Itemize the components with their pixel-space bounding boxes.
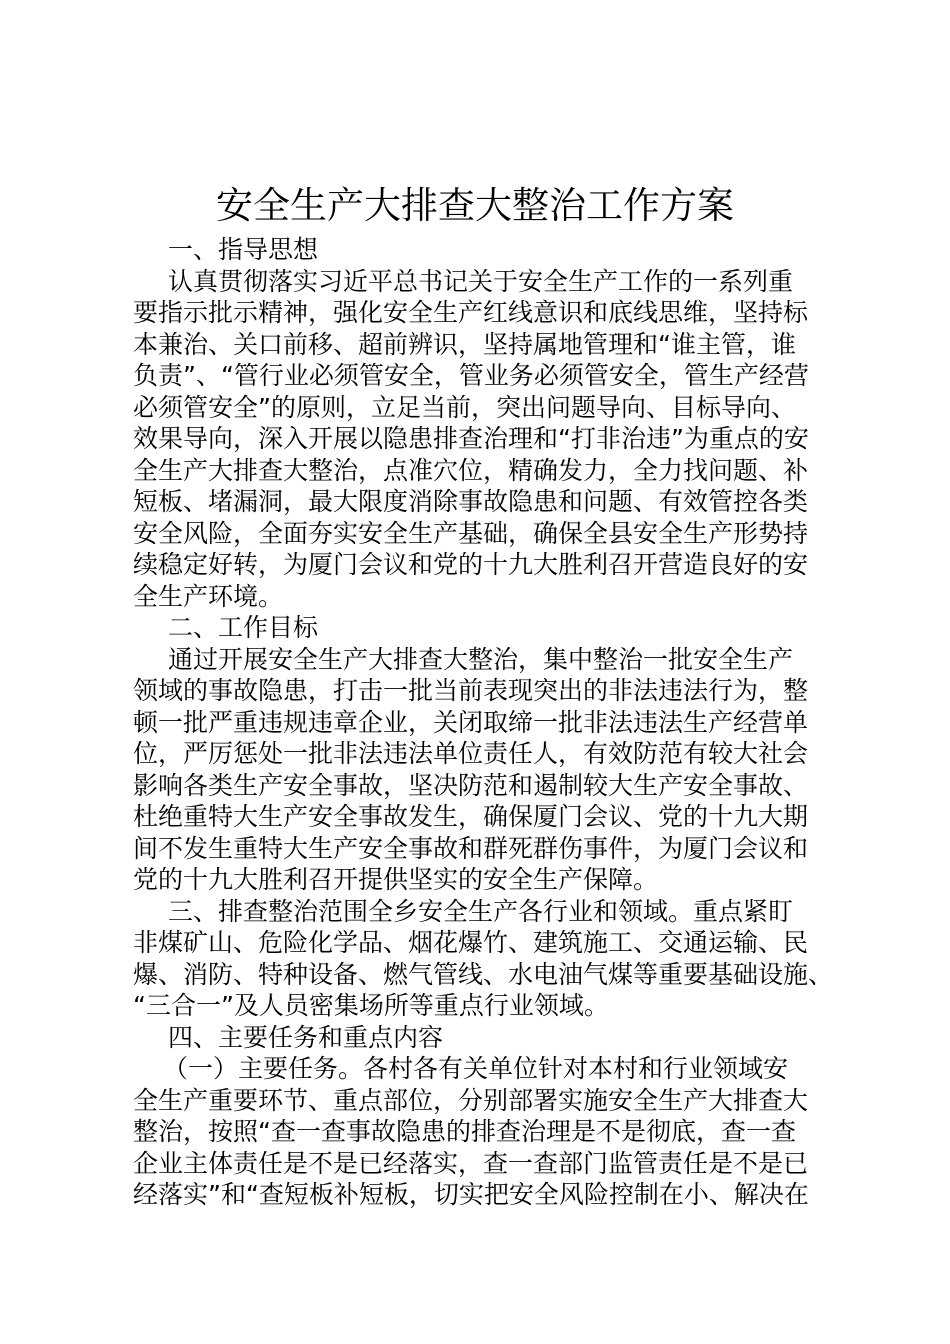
heading-main-tasks: 四、主要任务和重点内容 <box>168 1022 444 1052</box>
paragraph-line: 必须管安全”的原则，立足当前，突出问题导向、目标导向、 <box>133 392 796 422</box>
paragraph-line: 全生产大排查大整治，点准穴位，精确发力，全力找问题、补 <box>133 455 809 485</box>
paragraph-line: 企业主体责任是不是已经落实，查一查部门监管责任是不是已 <box>133 1148 809 1178</box>
paragraph-line: 党的十九大胜利召开提供坚实的安全生产保障。 <box>133 865 659 894</box>
paragraph-line: 顿一批严重违规违章企业，关闭取缔一批非法违法生产经营单 <box>133 707 809 737</box>
paragraph-line: 全生产重要环节、重点部位，分别部署实施安全生产大排查大 <box>133 1085 809 1115</box>
paragraph-line: 认真贯彻落实习近平总书记关于安全生产工作的一系列重 <box>168 266 794 296</box>
paragraph-line: “三合一”及人员密集场所等重点行业领域。 <box>133 991 609 1020</box>
paragraph <box>133 1053 833 1211</box>
heading-guiding-ideology: 一、指导思想 <box>168 235 319 264</box>
paragraph-line: 影响各类生产安全事故，坚决防范和遏制较大生产安全事故、 <box>133 770 809 800</box>
paragraph <box>133 896 833 1022</box>
paragraph-line: 杜绝重特大生产安全事故发生，确保厦门会议、党的十九大期 <box>133 802 809 831</box>
paragraph-line: 三、排查整治范围全乡安全生产各行业和领域。重点紧盯 <box>168 896 794 926</box>
paragraph-line: 短板、堵漏洞，最大限度消除事故隐患和问题、有效管控各类 <box>133 487 809 516</box>
paragraph-line: 效果导向，深入开展以隐患排查治理和“打非治违”为重点的安 <box>133 424 809 453</box>
paragraph-line: 安全风险，全面夯实安全生产基础，确保全县安全生产形势持 <box>133 518 809 548</box>
paragraph-line: 本兼治、关口前移、超前辨识，坚持属地管理和“谁主管，谁 <box>133 329 796 359</box>
paragraph <box>133 644 833 896</box>
paragraph-line: 整治，按照“查一查事故隐患的排查治理是不是彻底，查一查 <box>133 1117 796 1146</box>
paragraph-line: 领域的事故隐患，打击一批当前表现突出的非法违法行为，整 <box>133 676 809 705</box>
paragraph-line: 位，严厉惩处一批非法违法单位责任人，有效防范有较大社会 <box>133 739 809 768</box>
paragraph-line: 通过开展安全生产大排查大整治，集中整治一批安全生产 <box>168 644 794 674</box>
paragraph-line: 负责”、“管行业必须管安全，管业务必须管安全，管生产经营 <box>133 361 809 390</box>
document-title: 安全生产大排查大整治工作方案 <box>216 184 734 227</box>
paragraph-line: 续稳定好转，为厦门会议和党的十九大胜利召开营造良好的安 <box>133 550 809 579</box>
paragraph <box>133 266 833 613</box>
paragraph-line: 爆、消防、特种设备、燃气管线、水电油气煤等重要基础设施、 <box>133 959 834 989</box>
section-heading <box>133 1022 833 1054</box>
paragraph-line: 经落实”和“查短板补短板，切实把安全风险控制在小、解决在 <box>133 1180 809 1209</box>
paragraph-line: 全生产环境。 <box>133 581 284 611</box>
section-heading <box>133 234 833 266</box>
paragraph-line: 非煤矿山、危险化学品、烟花爆竹、建筑施工、交通运输、民 <box>133 928 809 957</box>
heading-work-goals: 二、工作目标 <box>168 613 319 642</box>
paragraph-line: 间不发生重特大生产安全事故和群死群伤事件，为厦门会议和 <box>133 833 809 863</box>
document-body <box>133 234 833 1211</box>
section-heading <box>133 612 833 644</box>
paragraph-line: （一）主要任务。各村各有关单位针对本村和行业领域安 <box>163 1054 789 1083</box>
paragraph-line: 要指示批示精神，强化安全生产红线意识和底线思维，坚持标 <box>133 298 809 327</box>
